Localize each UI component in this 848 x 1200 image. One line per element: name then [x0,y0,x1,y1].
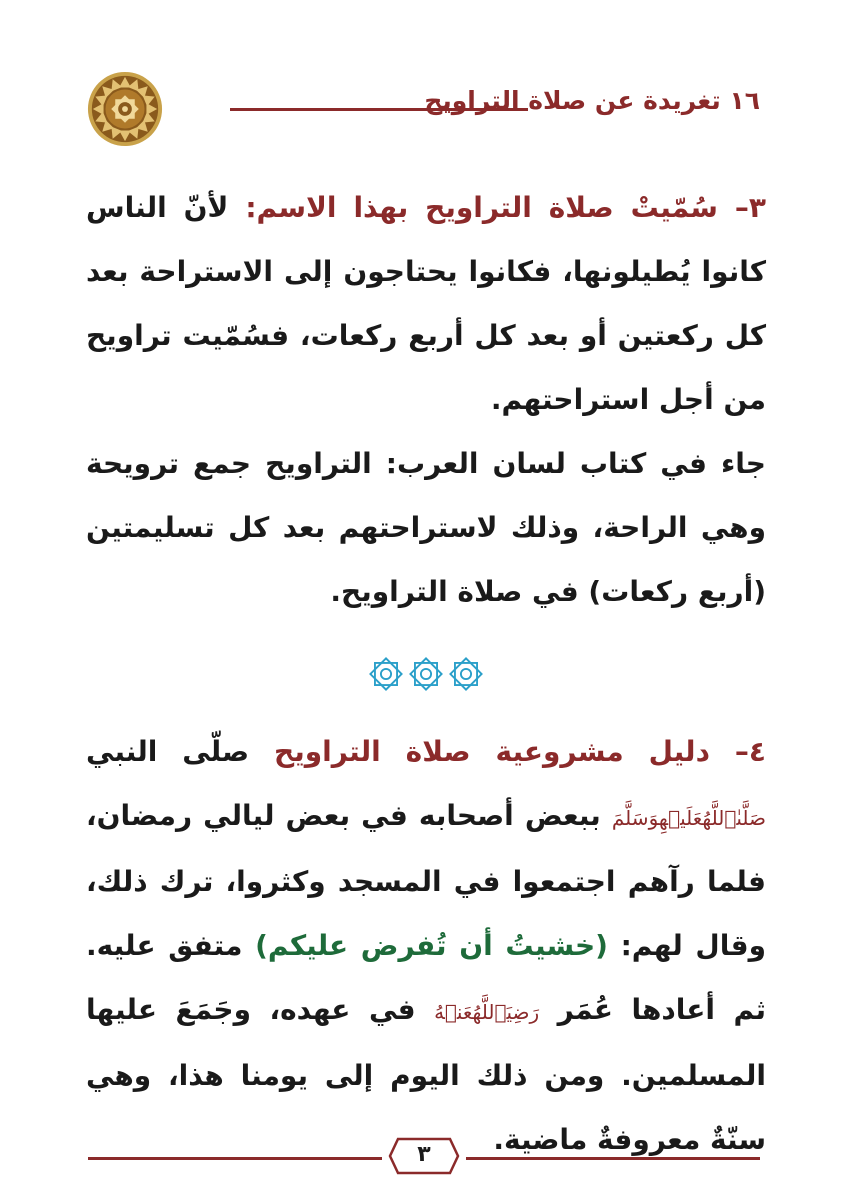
footer-divider-left [88,1157,382,1160]
eight-point-star-icon [409,657,443,691]
eight-point-star-icon [369,657,403,691]
section-4-text-3: متفق عليه. ثم أعادها عُمَر [86,929,766,1026]
radiallahu-honorific: رَضِيَٱللَّهُعَنۡهُ [434,1000,540,1024]
eight-point-star-icon [449,657,483,691]
page-number: ٣ [417,1142,431,1167]
section-4-text-4: في عهده، وجَمَعَ عليها المسلمين. ومن ذلك اليوم إلى يومنا هذا، وهي سنّةٌ معروفةٌ ماضية. [86,993,766,1156]
footer-divider-right [466,1157,760,1160]
section-4-text-1: صلّى النبي [86,735,275,768]
section-3-lisan-paragraph [86,432,766,624]
section-3-paragraph [86,176,766,432]
rosette-medallion-icon [86,70,164,148]
salutation-honorific: صَلَّىٰٱللَّهُعَلَيۡهِوَسَلَّمَ [611,806,766,830]
page-footer [88,1128,760,1184]
page-body [86,176,766,1172]
section-4-heading: ٤– دليل مشروعية صلاة التراويح [274,735,766,768]
hadith-quote: (خشيتُ أن تُفرض عليكم) [255,929,608,962]
running-title: ١٦ تغريدة عن صلاة التراويح [424,86,760,115]
section-3-lisan-text: جاء في كتاب لسان العرب: التراويح جمع ترويحة وهي الراحة، وذلك لاستراحتهم بعد كل تسليمتين (أربع ركعات) في صلاة التراويح. [86,447,766,608]
section-3-heading: ٣– سُمّيتْ صلاة التراويح بهذا الاسم: [245,191,767,224]
section-4-text-2: ببعض أصحابه في بعض ليالي رمضان، فلما رآهم اجتمعوا في المسجد وكثروا، ترك ذلك، وقال لهم: [86,799,766,962]
page-number-frame [388,1136,460,1176]
section-divider-ornament [86,640,766,708]
section-4-paragraph [86,720,766,1172]
section-3-body: لأنّ الناس كانوا يُطيلونها، فكانوا يحتاجون إلى الاستراحة بعد كل ركعتين أو بعد كل أربع ركعات، فسُمّيت تراويح من أجل استراحتهم. [86,191,766,416]
page-header [80,70,760,146]
